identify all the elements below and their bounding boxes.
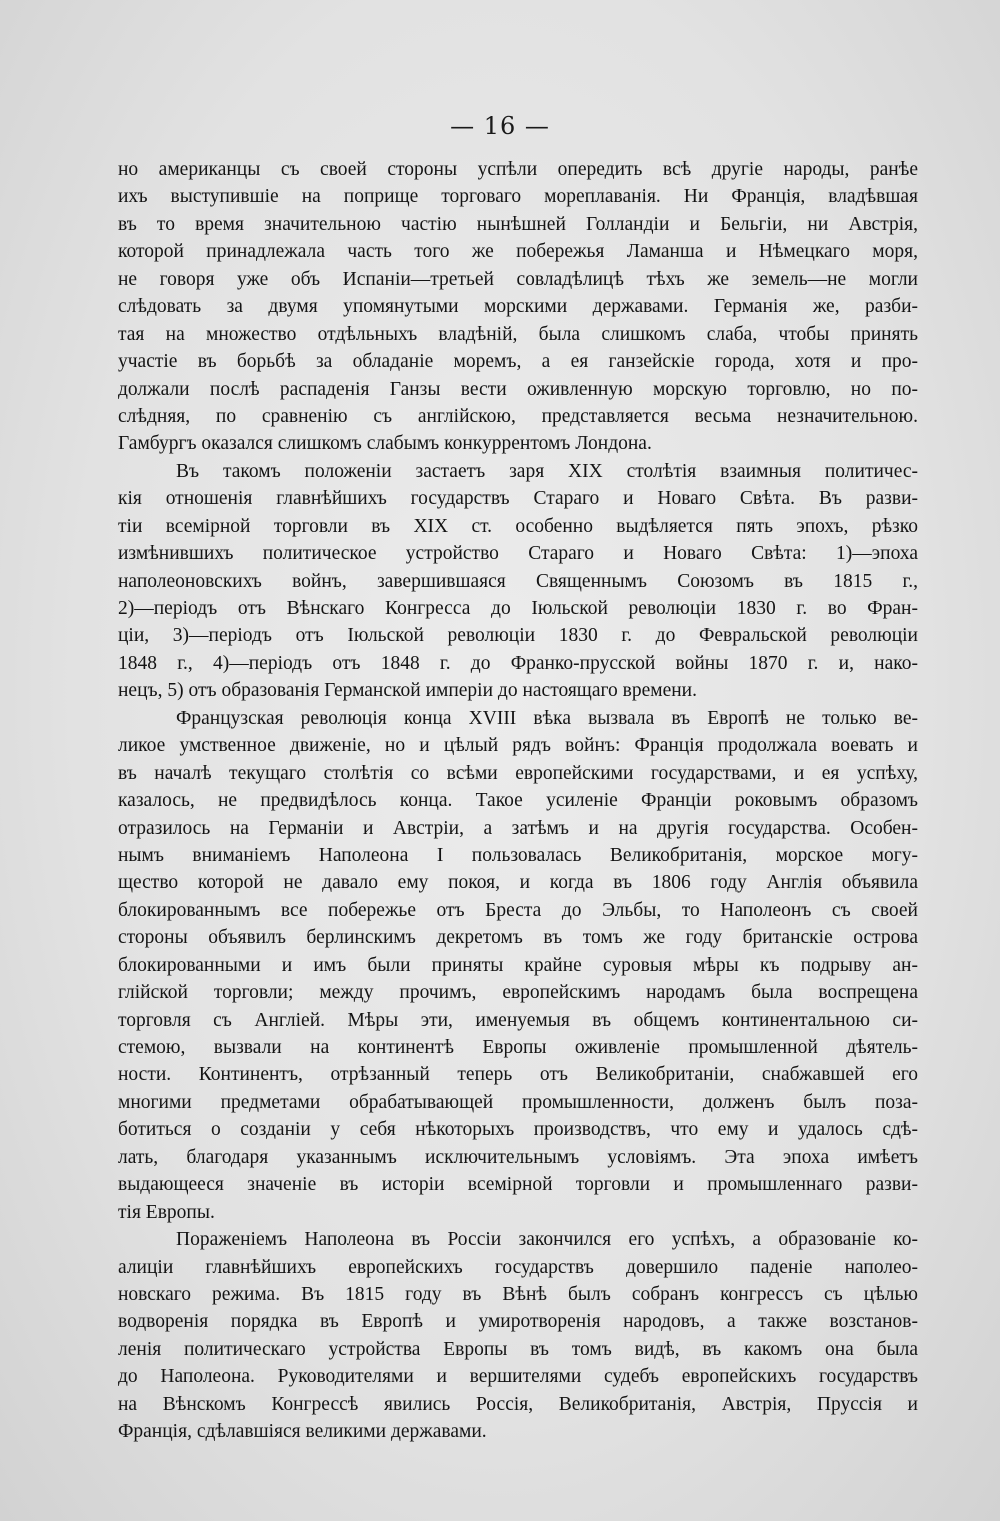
text-line: отразилось на Германіи и Австріи, а затѣмъ и на другія государства. Особен- — [118, 817, 918, 839]
text-line: Въ такомъ положеніи застаетъ заря XIX столѣтія взаимныя политичес- — [176, 460, 918, 482]
text-line: ботиться о созданіи у себя нѣкоторыхъ производствъ, что ему и удалось сдѣ- — [118, 1119, 918, 1141]
text-line: ленія политическаго устройства Европы въ томъ видѣ, въ какомъ она была — [118, 1338, 918, 1360]
text-line: не говоря уже объ Испаніи—третьей совладѣлицѣ тѣхъ же земель—не могли — [118, 268, 918, 290]
text-line: тіи всемірной торговли въ XIX ст. особенно выдѣляется пять эпохъ, рѣзко — [118, 515, 918, 537]
text-line: ихъ выступившіе на поприще торговаго мореплаванія. Ни Франція, владѣвшая — [118, 186, 918, 208]
text-line: стороны объявилъ берлинскимъ декретомъ въ томъ же году британскіе острова — [118, 927, 918, 949]
text-line: кія отношенія главнѣйшихъ государствъ Стараго и Новаго Свѣта. Въ разви- — [118, 488, 918, 510]
text-line: алиціи главнѣйшихъ европейскихъ государствъ довершило паденіе наполео- — [118, 1256, 918, 1278]
text-line: стемою, вызвали на континентѣ Европы оживленіе промышленной дѣятель- — [118, 1037, 918, 1058]
paragraph — [118, 705, 918, 1226]
text-line: Гамбургъ оказался слишкомъ слабымъ конкуррентомъ Лондона. — [118, 433, 652, 455]
text-line: участіе въ борьбѣ за обладаніе моремъ, а ея ганзейскіе города, хотя и про- — [118, 351, 918, 373]
text-line: глійской торговли; между прочимъ, европейскимъ народамъ была воспрещена — [118, 982, 918, 1004]
text-line: ликое умственное движеніе, но и цѣлый рядъ войнъ: Франція продолжала воевать и — [118, 735, 918, 757]
text-line: должали послѣ распаденія Ганзы вести оживленную морскую торговлю, но по- — [118, 378, 918, 400]
text-line: въ то время значительною частію нынѣшней Голландіи и Бельгіи, ни Австрія, — [118, 213, 918, 235]
text-line: но американцы съ своей стороны успѣли опередить всѣ другіе народы, ранѣе — [118, 159, 918, 180]
text-line: которой принадлежала часть того же побережья Ламанша и Нѣмецкаго моря, — [118, 241, 918, 263]
text-line: многими предметами обрабатывающей промышленности, долженъ былъ поза- — [118, 1091, 918, 1113]
text-line: въ началѣ текущаго столѣтія со всѣми европейскими государствами, и ея успѣху, — [118, 762, 918, 784]
text-line: Пораженіемъ Наполеона въ Россіи закончился его успѣхъ, а образованіе ко- — [176, 1229, 918, 1251]
text-line: тая на множество отдѣльныхъ владѣній, была слишкомъ слаба, чтобы принять — [118, 323, 918, 345]
text-line: 1848 г., 4)—періодъ отъ 1848 г. до Франко-прусской войны 1870 г. и, нако- — [118, 652, 918, 674]
body-text — [118, 156, 918, 1446]
text-line: новскаго режима. Въ 1815 году въ Вѣнѣ былъ собранъ конгрессъ съ цѣлью — [118, 1283, 918, 1305]
text-line: торговля съ Англіей. Мѣры эти, именуемыя въ общемъ континентальною си- — [118, 1009, 918, 1031]
text-line: блокированнымъ все побережье отъ Бреста до Эльбы, то Наполеонъ съ своей — [118, 899, 918, 921]
text-line: слѣдняя, по сравненію съ англійскою, представляется весьма незначительною. — [118, 405, 918, 427]
text-line: ціи, 3)—періодъ отъ Іюльской революціи 1830 г. до Февральской революціи — [118, 625, 918, 647]
text-line: нецъ, 5) отъ образованія Германской имперіи до настоящаго времени. — [118, 680, 697, 702]
text-line: до Наполеона. Руководителями и вершителями судебъ европейскихъ государствъ — [118, 1366, 918, 1388]
text-line: блокированными и имъ были приняты крайне суровыя мѣры къ подрыву ан- — [118, 954, 918, 976]
text-line: 2)—періодъ отъ Вѣнскаго Конгресса до Іюльской революціи 1830 г. во Фран- — [118, 598, 918, 619]
paragraph — [118, 458, 918, 705]
text-line: Французская революція конца XVIII вѣка вызвала въ Европѣ не только ве- — [176, 707, 918, 729]
paragraph — [118, 156, 918, 458]
text-line: ности. Континентъ, отрѣзанный теперь отъ Великобританіи, снабжавшей его — [118, 1064, 918, 1086]
page-number: — 16 — — [450, 112, 550, 140]
text-line: выдающееся значеніе въ исторіи всемірной торговли и промышленнаго разви- — [118, 1174, 918, 1196]
text-line: слѣдовать за двумя упомянутыми морскими державами. Германія же, разби- — [118, 296, 918, 318]
text-line: измѣнившихъ политическое устройство Стараго и Новаго Свѣта: 1)—эпоха — [118, 543, 918, 565]
text-line: наполеоновскихъ войнъ, завершившаяся Священнымъ Союзомъ въ 1815 г., — [118, 570, 918, 592]
paragraph — [118, 1226, 918, 1446]
text-line: на Вѣнскомъ Конгрессѣ явились Россія, Великобританія, Австрія, Пруссія и — [118, 1393, 918, 1415]
text-line: казалось, не предвидѣлось конца. Такое усиленіе Франціи роковымъ образомъ — [118, 790, 918, 812]
text-line: Франція, сдѣлавшіяся великими державами. — [118, 1421, 487, 1443]
text-line: щество которой не давало ему покоя, и когда въ 1806 году Англія объявила — [118, 872, 918, 894]
text-line: тія Европы. — [118, 1201, 215, 1223]
text-line: нымъ вниманіемъ Наполеона I пользовалась Великобританія, морское могу- — [118, 844, 918, 866]
text-line: лать, благодаря указаннымъ исключительнымъ условіямъ. Эта эпоха имѣетъ — [118, 1146, 918, 1168]
text-line: водворенія порядка въ Европѣ и умиротворенія народовъ, а также возстанов- — [118, 1311, 918, 1333]
